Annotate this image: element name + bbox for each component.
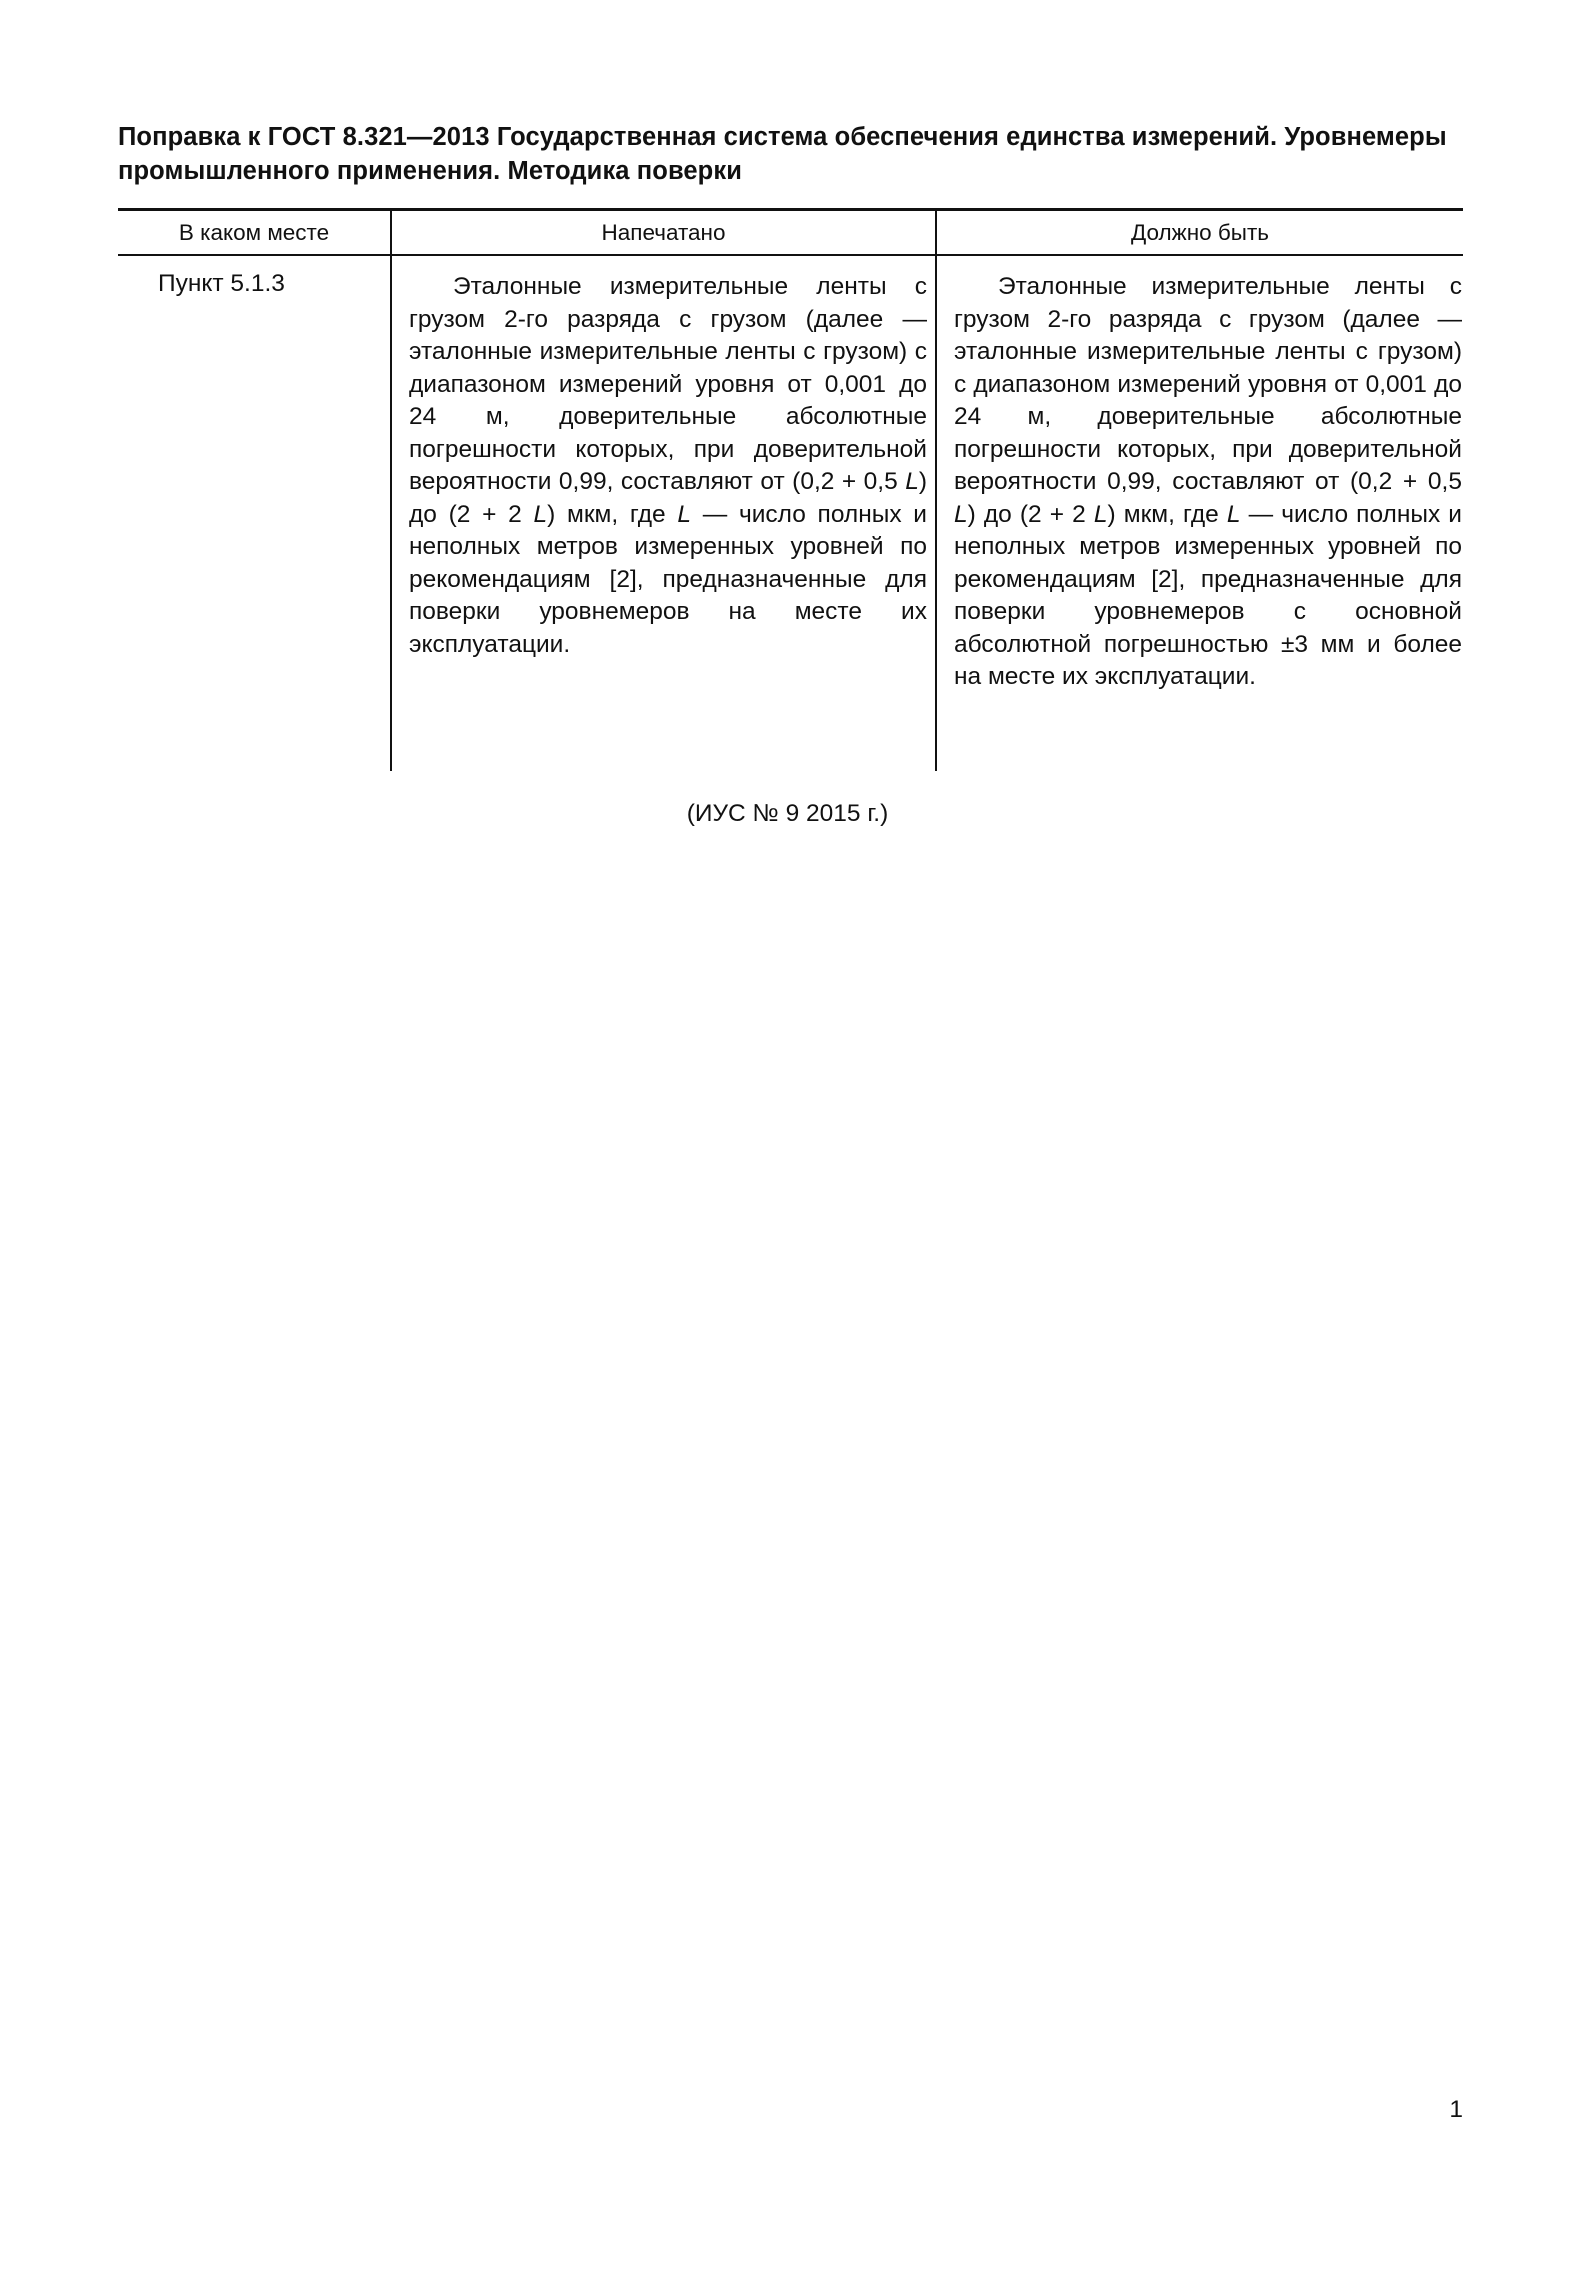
cell-printed: [391, 255, 936, 771]
table-row: [118, 255, 1463, 771]
page-number: 1: [1449, 2096, 1463, 2123]
cell-place: Пункт 5.1.3: [158, 270, 285, 297]
should-be-text: Эталонные измерительные ленты с грузом 2-го разряда с грузом (далее — эталонные измерительные ленты с грузом) с диапазоном измерений уровня от 0,001 до 24 м, доверительные абсолютные погрешности которых, при доверительной вероятности 0,99, составляют от (0,2 + 0,5 L) до (2 + 2 L) мкм, где L — число полных и неполных метров измеренных уровней по рекомендациям [2], предназначенные для поверки уровнемеров с основной абсолютной погрешностью ±3 мм и более на месте их эксплуатации.: [954, 273, 1462, 690]
column-header-printed: Напечатано: [391, 210, 936, 256]
table-header-row: [118, 210, 1463, 256]
amendment-table: [118, 208, 1463, 771]
document-title: Поправка к ГОСТ 8.321—2013 Государственная система обеспечения единства измерений. Уровнемеры промышленного применения. Методика поверки: [118, 123, 1447, 185]
printed-text: Эталонные измерительные ленты с грузом 2-го разряда с грузом (далее — эталонные измерительные ленты с грузом) с диапазоном измерений уровня от 0,001 до 24 м, доверительные абсолютные погрешности которых, при доверительной вероятности 0,99, составляют от (0,2 + 0,5 L) до (2 + 2 L) мкм, где L — число полных и неполных метров измеренных уровней по рекомендациям [2], предназначенные для поверки уровнемеров на месте их эксплуатации.: [409, 273, 927, 658]
publication-source: (ИУС № 9 2015 г.): [686, 800, 889, 827]
column-header-place: В каком месте: [178, 219, 330, 245]
column-header-should-be: Должно быть: [936, 210, 1463, 256]
cell-should-be: [936, 255, 1463, 771]
